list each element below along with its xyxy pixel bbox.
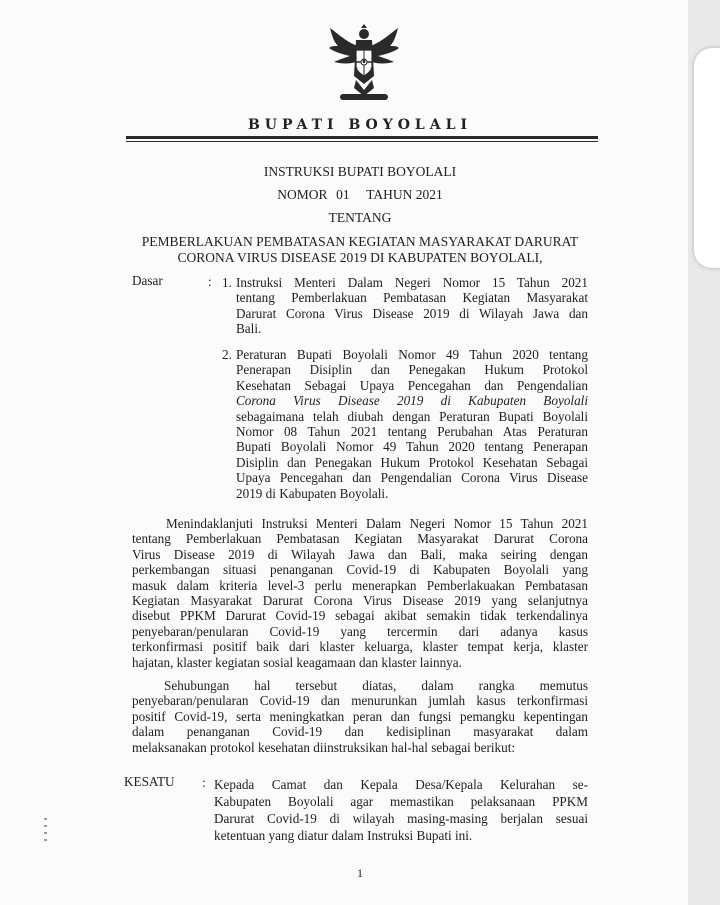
dasar-item-1-line: Bali. [236, 321, 262, 337]
paragraph-2-line: melaksanakan protokol kesehatan diinstruksikan hal-hal sebagai berikut: [132, 739, 516, 755]
kesatu-colon: : [202, 775, 206, 790]
paragraph-1-line: terkonfirmasi positif baik dari klaster keluarga, klaster tempat kerja, klaster [132, 639, 588, 655]
garuda-emblem-icon [326, 24, 402, 104]
dasar-item-2-num: 2. [222, 347, 232, 362]
doc-number [0, 187, 720, 203]
dasar-item-2-line: Penerapan Disiplin dan Penegakan Hukum Protokol [236, 362, 588, 378]
paragraph-1-line: perkembangan situasi penanganan Covid-19 di Kabupaten Boyolali yang [132, 562, 588, 578]
paragraph-2-line: Sehubungan hal tersebut diatas, dalam rangka memutus [164, 678, 588, 693]
kesatu-line: Darurat Covid-19 di wilayah masing-masing berjalan sesuai [214, 811, 588, 826]
subject-line-2: CORONA VIRUS DISEASE 2019 DI KABUPATEN BOYOLALI, [177, 250, 543, 265]
side-panel-tab[interactable] [694, 48, 720, 268]
page-number: 1 [357, 866, 363, 880]
dasar-item-2-line: sebagaimana telah diubah dengan Peraturan Bupati Boyolali [236, 408, 588, 424]
dasar-item-2-line: Kesehatan Sebagai Upaya Pencegahan dan Pengendalian [236, 377, 588, 393]
kesatu-label: KESATU [124, 774, 175, 789]
kesatu-line: ketentuan yang diatur dalam Instruksi Bupati ini. [214, 828, 473, 843]
dasar-item-1-line: Instruksi Menteri Dalam Negeri Nomor 15 Tahun 2021 [236, 275, 588, 290]
header-rule-thin [126, 141, 598, 142]
dasar-item-1-num: 1. [222, 275, 232, 290]
paragraph-1-line: masuk dalam kriteria level-3 perlu menerapkan Pemberlakuakan Pembatasan [132, 577, 588, 593]
dasar-label: Dasar [132, 273, 163, 288]
kesatu-text [214, 776, 588, 844]
paragraph-2-line: penyebaran/penularan Covid-19 dan menurunkan jumlah kasus terkonfirmasi [132, 693, 588, 709]
dasar-item-2-line: 2019 di Kabupaten Boyolali. [236, 485, 389, 501]
dasar-item-2-line: Corona Virus Disease 2019 di Kabupaten Boyolali [236, 393, 588, 409]
dasar-colon: : [208, 274, 212, 289]
dasar-item-2-line: Bupati Boyolali Nomor 49 Tahun 2020 tentang Penerapan [236, 439, 588, 455]
dasar-item-2-line: Disiplin dan Penegakan Hukum Protokol Kesehatan Sebagai [236, 454, 588, 470]
dasar-item-2-line: Upaya Pencegahan dan Pengendalian Corona Virus Disease [236, 470, 588, 486]
dasar-item-2-line: Peraturan Bupati Boyolali Nomor 49 Tahun 2020 tentang [236, 347, 588, 362]
kesatu-line: Kepada Camat dan Kepala Desa/Kepala Kelurahan se- [214, 777, 588, 792]
paragraph-1-line: Kegiatan Masyarakat Darurat Corona Virus Disease 2019 yang selanjutnya [132, 592, 588, 608]
kesatu-line: Kabupaten Boyolali agar memastikan pelaksanaan PPKM [214, 794, 588, 809]
subject-line-1: PEMBERLAKUAN PEMBATASAN KEGIATAN MASYARAKAT DARURAT [141, 234, 579, 249]
paragraph-1 [132, 516, 588, 670]
paragraph-1-line: penyebaran/penularan Covid-19 yang tercermin dari adanya kasus [132, 623, 588, 639]
paragraph-2-line: dalam penanganan Covid-19 dan kedisiplinan masyarakat dalam [132, 724, 588, 740]
paragraph-1-line: tentang Pemberlakuan Pembatasan Kegiatan Masyarakat Darurat Corona [132, 531, 588, 547]
tentang-label: TENTANG [328, 210, 392, 225]
paragraph-1-line: Menindaklanjuti Instruksi Menteri Dalam Negeri Nomor 15 Tahun 2021 [166, 516, 588, 531]
paragraph-1-line: hajatan, klaster kegiatan sosial keagamaan dan klaster lainnya. [132, 654, 462, 670]
dasar-item-2 [236, 347, 588, 501]
paragraph-2-line: positif Covid-19, serta meningkatkan peran dan fungsi pemangku kepentingan [132, 708, 588, 724]
header-rule-thick [126, 136, 598, 139]
dasar-item-1-line: Darurat Corona Virus Disease 2019 di Wilayah Jawa dan [236, 305, 588, 321]
paragraph-1-line: disebut PPKM Darurat Covid-19 sebagai akibat semakin tidak terkendalinya [132, 608, 588, 624]
nomor-value: 01 [336, 187, 350, 202]
dasar-item-1-line: tentang Pemberlakuan Pembatasan Kegiatan Masyarakat [236, 290, 588, 306]
dasar-item-2-line: Nomor 08 Tahun 2021 tentang Perubahan Atas Peraturan [236, 423, 588, 439]
paragraph-2 [132, 678, 588, 755]
agency-header: BUPATI BOYOLALI [247, 117, 473, 133]
paragraph-1-line: Virus Disease 2019 di Wilayah Jawa dan Bali, maka seiring dengan [132, 546, 588, 562]
dasar-item-1 [236, 275, 588, 337]
tahun-label: TAHUN 2021 [366, 187, 443, 202]
nomor-label: NOMOR [277, 187, 328, 202]
doc-title: INSTRUKSI BUPATI BOYOLALI [263, 164, 457, 179]
margin-mark [44, 818, 47, 846]
